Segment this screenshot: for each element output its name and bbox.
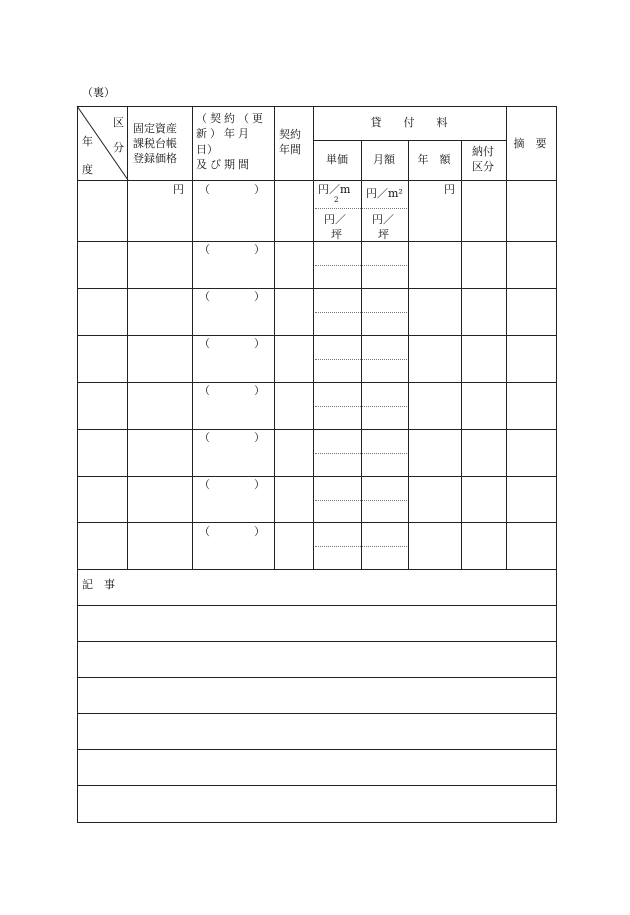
row-period: （ ） [199, 337, 265, 350]
header-kotei-1: 固定資産 [133, 122, 177, 135]
row1-unit-m2: 円／m [318, 183, 351, 196]
row1-monthly-tsubo-1: 円／ [372, 213, 394, 226]
row-period: （ ） [199, 290, 265, 303]
row1-unit-tsubo-1: 円／ [324, 213, 346, 226]
header-period-3: 日） [196, 143, 218, 156]
row-period: （ ） [199, 478, 265, 491]
row1-unit-m2-sup: 2 [334, 196, 339, 204]
row1-price-yen: 円 [173, 183, 184, 196]
header-contract-years-1: 契約 [279, 128, 301, 141]
header-kotei-3: 登録価格 [133, 152, 177, 165]
header-contract-years-2: 年間 [279, 143, 301, 156]
row-period: （ ） [199, 525, 265, 538]
row1-unit-tsubo-2: 坪 [331, 228, 342, 241]
header-period-2: 新）年月 [196, 127, 252, 140]
header-remarks: 摘 要 [513, 137, 547, 150]
row1-annual-yen: 円 [444, 183, 455, 196]
row-period: （ ） [199, 384, 265, 397]
row1-period: （ ） [199, 183, 265, 196]
header-payment-1: 納付 [472, 145, 494, 158]
header-monthly: 月額 [373, 153, 395, 166]
row1-monthly-m2: 円／m² [366, 187, 403, 200]
header-bun: 分 [113, 141, 124, 154]
header-period-4: 及び期間 [196, 158, 252, 171]
header-lease-fee: 貸 付 料 [370, 116, 448, 129]
row1-monthly-tsubo-2: 坪 [378, 228, 389, 241]
page-label: （裏） [82, 86, 115, 99]
header-unit-price: 単価 [326, 153, 348, 166]
header-period-1: （契約（更 [196, 112, 266, 125]
header-do: 度 [82, 163, 93, 176]
row-period: （ ） [199, 243, 265, 256]
header-kubun: 区 [113, 116, 124, 129]
header-payment-2: 区分 [472, 160, 494, 173]
row-period: （ ） [199, 431, 265, 444]
header-nen: 年 [82, 135, 93, 148]
header-annual: 年 額 [417, 153, 451, 166]
notes-label: 記 事 [82, 578, 115, 591]
header-kotei-2: 課税台帳 [133, 137, 177, 150]
